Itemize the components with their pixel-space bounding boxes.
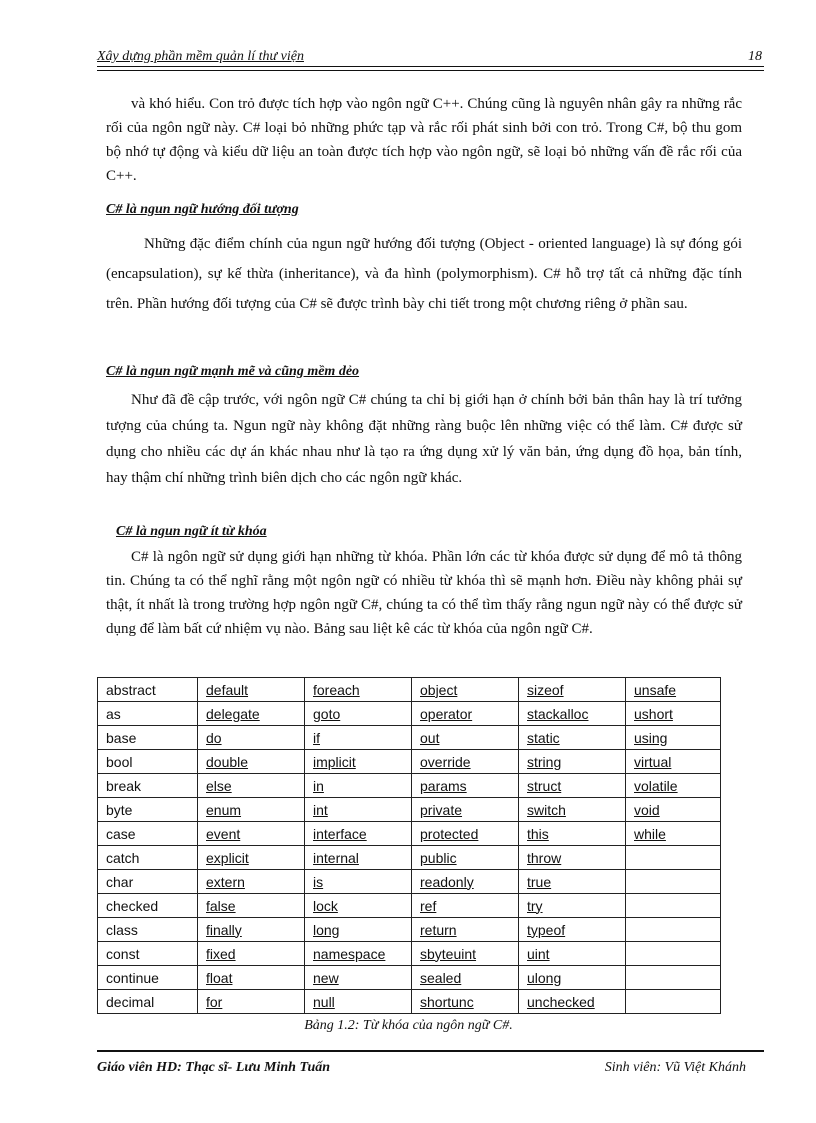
keyword-text: do — [206, 729, 222, 746]
keyword-text: sealed — [420, 969, 462, 986]
keyword-cell — [198, 774, 305, 798]
table-row — [98, 750, 721, 774]
keyword-text: else — [206, 777, 232, 794]
keyword-text: finally — [206, 921, 242, 938]
keyword-text: double — [206, 753, 249, 770]
keyword-cell — [412, 798, 519, 822]
keyword-text: void — [634, 801, 660, 818]
keyword-cell — [626, 702, 721, 726]
keyword-text: if — [313, 729, 320, 746]
keyword-cell — [626, 894, 721, 918]
keyword-text: interface — [313, 825, 367, 842]
keyword-cell — [98, 798, 198, 822]
heading-powerful-flexible: C# là ngun ngữ mạnh mẽ và cũng mềm dẻo — [106, 364, 360, 379]
keyword-cell — [519, 990, 626, 1014]
keyword-text: as — [106, 705, 121, 722]
paragraph-object-oriented: Những đặc điểm chính của ngun ngữ hướng đối tượng (Object - oriented language) là sự đóng gói (encapsulation), sự kế thừa (inheritance), và đa hình (polymorphism). C# hỗ trợ tất cả những đặc tính trên. Phần hướng đối tượng của C# sẽ được trình bày chi tiết trong một chương riêng ở phần sau. — [106, 236, 742, 312]
keyword-cell — [519, 942, 626, 966]
keyword-text: abstract — [106, 681, 156, 698]
keyword-text: false — [206, 897, 236, 914]
keyword-text: in — [313, 777, 324, 794]
keyword-text: switch — [527, 801, 566, 818]
keyword-text: goto — [313, 705, 341, 722]
keyword-text: ushort — [634, 705, 673, 722]
keyword-text: float — [206, 969, 233, 986]
footer-student: Sinh viên: Vũ Việt Khánh — [604, 1060, 746, 1075]
keyword-cell — [305, 942, 412, 966]
keyword-text: public — [420, 849, 457, 866]
keyword-text: throw — [527, 849, 562, 866]
keyword-cell — [305, 846, 412, 870]
keyword-cell — [98, 966, 198, 990]
keyword-text: override — [420, 753, 471, 770]
keyword-cell — [305, 750, 412, 774]
keyword-text: protected — [420, 825, 479, 842]
keyword-cell — [519, 726, 626, 750]
keyword-cell — [198, 678, 305, 702]
keyword-text: class — [106, 921, 138, 938]
keyword-text: catch — [106, 849, 140, 866]
keyword-cell — [626, 750, 721, 774]
keyword-cell — [519, 678, 626, 702]
keyword-cell — [626, 798, 721, 822]
keyword-text: internal — [313, 849, 359, 866]
keyword-text: shortunc — [420, 993, 474, 1010]
keyword-text: volatile — [634, 777, 678, 794]
keyword-cell — [412, 966, 519, 990]
keyword-cell — [412, 990, 519, 1014]
keyword-text: sizeof — [527, 681, 564, 698]
keyword-text: readonly — [420, 873, 474, 890]
keyword-text: char — [106, 873, 134, 890]
keyword-cell — [412, 678, 519, 702]
keyword-cell — [198, 798, 305, 822]
keyword-cell — [626, 966, 721, 990]
keyword-cell — [519, 750, 626, 774]
paragraph-keywords: C# là ngôn ngữ sử dụng giới hạn những từ khóa. Phần lớn các từ khóa được sử dụng để mô tả thông tin. Chúng ta có thể nghĩ rằng một ngôn ngữ có nhiều từ khóa thì sẽ mạnh hơn. Điều này không phải sự thật, ít nhất là trong trường hợp ngôn ngữ C#, chúng ta có thể tìm thấy rằng ngun ngữ này có thể được sử dụng để làm bất cứ nhiệm vụ nào. Bảng sau liệt kê các từ khóa của ngôn ngữ C#. — [106, 549, 742, 637]
table-row — [98, 942, 721, 966]
keyword-cell — [198, 702, 305, 726]
keyword-text: bool — [106, 753, 133, 770]
keyword-cell — [305, 918, 412, 942]
keyword-text: default — [206, 681, 249, 698]
keyword-cell — [519, 846, 626, 870]
keyword-cell — [305, 966, 412, 990]
keyword-cell — [626, 846, 721, 870]
table-row — [98, 774, 721, 798]
keyword-text: ulong — [527, 969, 562, 986]
keyword-cell — [98, 702, 198, 726]
keyword-text: private — [420, 801, 463, 818]
keyword-text: checked — [106, 897, 159, 914]
keyword-cell — [305, 990, 412, 1014]
keyword-text: out — [420, 729, 440, 746]
keyword-cell — [519, 870, 626, 894]
keyword-cell — [412, 918, 519, 942]
keyword-cell — [198, 870, 305, 894]
table-row — [98, 846, 721, 870]
keyword-text: const — [106, 945, 140, 962]
table-row — [98, 870, 721, 894]
keyword-text: stackalloc — [527, 705, 589, 722]
keyword-text: for — [206, 993, 223, 1010]
keyword-table-body — [98, 678, 721, 1014]
keyword-cell — [626, 774, 721, 798]
keyword-text: fixed — [206, 945, 236, 962]
keyword-text: long — [313, 921, 340, 938]
keyword-text: struct — [527, 777, 562, 794]
keyword-text: static — [527, 729, 560, 746]
keyword-cell — [626, 870, 721, 894]
keyword-cell — [98, 774, 198, 798]
page-number: 18 — [748, 49, 762, 64]
page-header — [97, 47, 764, 69]
keyword-cell — [98, 846, 198, 870]
table-row — [98, 726, 721, 750]
keyword-text: is — [313, 873, 324, 890]
keyword-cell — [412, 774, 519, 798]
keyword-text: object — [420, 681, 458, 698]
keyword-cell — [98, 990, 198, 1014]
keyword-cell — [626, 822, 721, 846]
table-row — [98, 966, 721, 990]
keyword-cell — [198, 822, 305, 846]
keyword-cell — [519, 918, 626, 942]
keyword-cell — [305, 678, 412, 702]
table-row — [98, 798, 721, 822]
keyword-cell — [198, 990, 305, 1014]
keyword-cell — [305, 798, 412, 822]
table-row — [98, 678, 721, 702]
keyword-cell — [98, 750, 198, 774]
keyword-text: decimal — [106, 993, 155, 1010]
table-caption: Bảng 1.2: Từ khóa của ngôn ngữ C#. — [304, 1018, 513, 1033]
keyword-text: event — [206, 825, 241, 842]
paragraph-pointers: và khó hiểu. Con trỏ được tích hợp vào ngôn ngữ C++. Chúng cũng là nguyên nhân gây ra những rắc rối của ngôn ngữ này. C# loại bỏ những phức tạp và rắc rối phát sinh bởi con trỏ. Trong C#, bộ thu gom bộ nhớ tự động và kiểu dữ liệu an toàn được tích hợp vào ngôn ngữ, sẽ loại bỏ những vấn đề rắc rối của C++. — [106, 96, 742, 184]
keyword-text: ref — [420, 897, 437, 914]
keyword-cell — [198, 942, 305, 966]
keyword-text: typeof — [527, 921, 566, 938]
keyword-text: virtual — [634, 753, 672, 770]
keyword-cell — [98, 870, 198, 894]
keyword-cell — [519, 774, 626, 798]
keyword-text: new — [313, 969, 339, 986]
keyword-cell — [198, 918, 305, 942]
keyword-cell — [98, 678, 198, 702]
keyword-text: lock — [313, 897, 338, 914]
keyword-cell — [519, 894, 626, 918]
table-row — [98, 702, 721, 726]
keyword-text: try — [527, 897, 543, 914]
keyword-cell — [305, 870, 412, 894]
keyword-cell — [412, 822, 519, 846]
keyword-text: return — [420, 921, 457, 938]
keyword-text: operator — [420, 705, 473, 722]
page-footer — [97, 1050, 764, 1082]
keyword-text: true — [527, 873, 552, 890]
keyword-text: int — [313, 801, 328, 818]
keyword-text: explicit — [206, 849, 249, 866]
keyword-text: params — [420, 777, 467, 794]
keyword-cell — [305, 702, 412, 726]
keyword-cell — [626, 918, 721, 942]
keyword-text: string — [527, 753, 562, 770]
keyword-cell — [198, 750, 305, 774]
keyword-cell — [98, 942, 198, 966]
header-rule — [97, 66, 764, 71]
keyword-cell — [305, 894, 412, 918]
keyword-cell — [412, 702, 519, 726]
keyword-cell — [305, 822, 412, 846]
keyword-cell — [98, 726, 198, 750]
keyword-cell — [198, 894, 305, 918]
keyword-cell — [519, 702, 626, 726]
keyword-cell — [412, 894, 519, 918]
keyword-text: using — [634, 729, 668, 746]
keyword-text: continue — [106, 969, 159, 986]
keyword-cell — [519, 966, 626, 990]
table-row — [98, 918, 721, 942]
keyword-cell — [626, 942, 721, 966]
keyword-text: delegate — [206, 705, 260, 722]
heading-object-oriented: C# là ngun ngữ hướng đối tượng — [106, 202, 299, 217]
header-title: Xây dựng phần mềm quản lí thư viện — [97, 49, 304, 64]
keyword-text: base — [106, 729, 137, 746]
keyword-cell — [198, 726, 305, 750]
keyword-cell — [519, 822, 626, 846]
keyword-cell — [626, 990, 721, 1014]
keyword-text: enum — [206, 801, 242, 818]
keyword-cell — [305, 726, 412, 750]
keyword-text: null — [313, 993, 335, 1010]
keyword-cell — [412, 870, 519, 894]
keyword-cell — [412, 846, 519, 870]
keyword-text: unchecked — [527, 993, 595, 1010]
keyword-text: sbyteuint — [420, 945, 477, 962]
keyword-cell — [412, 942, 519, 966]
keyword-text: implicit — [313, 753, 356, 770]
heading-few-keywords: C# là ngun ngữ ít từ khóa — [116, 524, 267, 539]
keyword-text: uint — [527, 945, 550, 962]
table-row — [98, 894, 721, 918]
keyword-text: break — [106, 777, 142, 794]
keyword-cell — [98, 822, 198, 846]
keyword-table — [97, 677, 721, 1014]
keyword-cell — [412, 750, 519, 774]
keyword-text: unsafe — [634, 681, 677, 698]
keyword-text: foreach — [313, 681, 360, 698]
keyword-text: namespace — [313, 945, 386, 962]
keyword-cell — [98, 894, 198, 918]
keyword-cell — [305, 774, 412, 798]
keyword-cell — [626, 726, 721, 750]
table-row — [98, 990, 721, 1014]
keyword-cell — [198, 846, 305, 870]
keyword-cell — [98, 918, 198, 942]
keyword-cell — [412, 726, 519, 750]
paragraph-powerful-flexible: Như đã đề cập trước, với ngôn ngữ C# chúng ta chỉ bị giới hạn ở chính bởi bản thân hay là trí tưởng tượng của chúng ta. Ngun ngữ này không đặt những ràng buộc lên những việc có thể làm. C# được sử dụng cho nhiều các dự án khác nhau như là tạo ra ứng dụng xử lý văn bản, ứng dụng đồ họa, bản tính, hay thậm chí những trình biên dịch cho các ngôn ngữ khác. — [106, 392, 742, 486]
keyword-text: case — [106, 825, 136, 842]
keyword-cell — [626, 678, 721, 702]
keyword-text: while — [634, 825, 666, 842]
keyword-cell — [198, 966, 305, 990]
table-row — [98, 822, 721, 846]
keyword-text: extern — [206, 873, 245, 890]
keyword-cell — [519, 798, 626, 822]
footer-teacher: Giáo viên HD: Thạc sĩ- Lưu Minh Tuấn — [97, 1060, 331, 1075]
keyword-text: byte — [106, 801, 133, 818]
keyword-text: this — [527, 825, 549, 842]
